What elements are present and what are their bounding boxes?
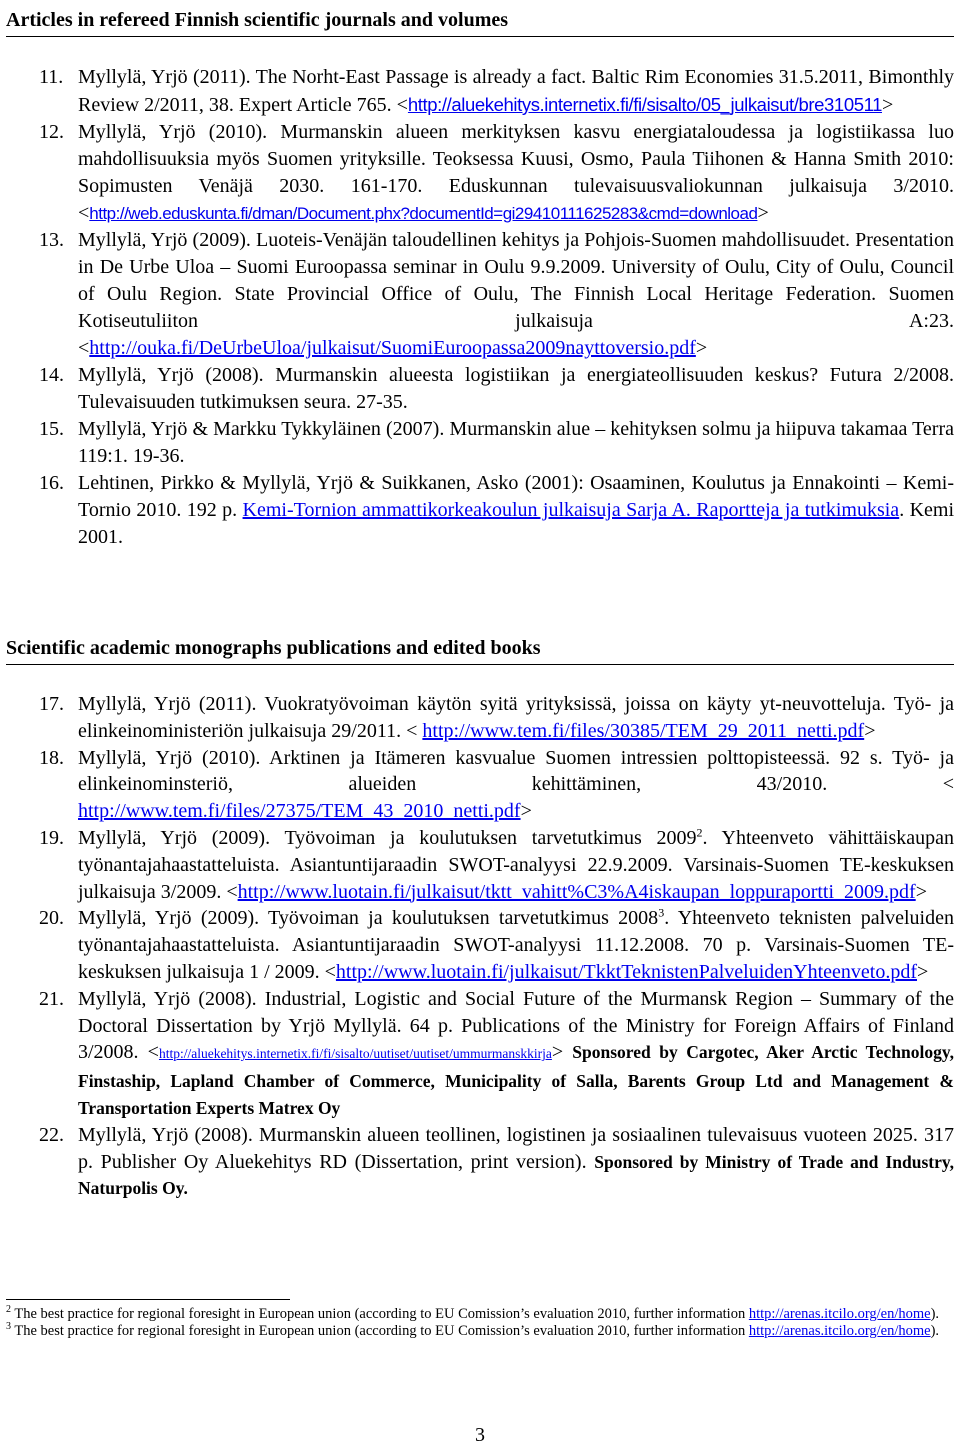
footnote-marker[interactable]: 2 <box>696 825 703 840</box>
sponsor-note: Sponsored by Cargotec, Aker Arctic Technology, Finstaship, Lapland Chamber of Commerce, Municipality of Salla, Barents Group Ltd and Management & Transportation Experts Matrex Oy <box>78 1042 955 1118</box>
reference-text: Myllylä, Yrjö (2009). Luoteis-Venäjän taloudellinen kehitys ja Pohjois-Suomen mahdollisuudet. Presentation in De Urbe Uloa – Suomi Euroopassa seminar in Oulu 9.9.2009. University of Oulu, City of Oulu, Council of Oulu Region. State Provincial Office of Oulu, The Finnish Local Heritage Federation. Suomen Kotiseutuliiton julkaisuja A:23. < <box>78 229 954 359</box>
reference-text: Myllylä, Yrjö (2008). Murmanskin alueesta logistiikan ja energiateollisuuden keskus? Futura 2/2008. Tulevaisuuden tutkimuksen seura. 27-35. <box>78 364 954 413</box>
footnote-mark: 3 <box>6 1321 11 1333</box>
footnotes <box>6 1306 946 1340</box>
reference-item-12 <box>0 119 960 227</box>
footnote-tail: ). <box>930 1323 940 1340</box>
page-number: 3 <box>475 1424 485 1446</box>
footnote-link[interactable]: http://arenas.itcilo.org/en/home <box>748 1323 931 1340</box>
reference-item-15 <box>0 416 960 470</box>
reference-number: 17. <box>39 693 64 715</box>
reference-text: Myllylä, Yrjö (2010). Arktinen ja Itämeren kasvualue Suomen intressien polttopisteessä. 92 s. Työ- ja elinkeinominsteriö, alueiden kehittäminen, 43/2010. < <box>78 746 954 796</box>
sponsor-note: Sponsored by Ministry of Trade and Industry, Naturpolis Oy. <box>78 1151 955 1199</box>
reference-link[interactable]: http://www.luotain.fi/julkaisut/TkktTeknistenPalveluidenYhteenveto.pdf <box>335 960 918 983</box>
reference-text-tail: > <box>864 719 876 742</box>
reference-text-cont: . Yhteenveto vähittäiskaupan työnantajahaastatteluista. Asiantuntijaraadin SWOT-analyysi 22.9.2009. Varsinais-Suomen TE-keskuksen julkaisuja 3/2009. < <box>78 826 954 903</box>
reference-text-tail: > <box>915 880 927 903</box>
reference-text: Myllylä, Yrjö (2009). Työvoiman ja koulutuksen tarvetutkimus 2009 <box>78 826 697 849</box>
footnote-marker[interactable]: 3 <box>658 905 665 920</box>
footnote-mark: 2 <box>6 1304 11 1316</box>
reference-text-tail: . Kemi 2001. <box>78 499 954 548</box>
reference-text-tail: > <box>695 337 708 359</box>
reference-number: 20. <box>39 907 64 930</box>
reference-item-14 <box>0 362 960 416</box>
reference-text-tail: > <box>520 800 532 823</box>
reference-number: 21. <box>39 987 64 1010</box>
reference-link[interactable]: http://www.tem.fi/files/30385/TEM_29_2011_netti.pdf <box>422 719 865 742</box>
reference-number: 19. <box>39 826 64 849</box>
reference-item-20 <box>0 905 960 985</box>
reference-text-tail: > <box>917 960 929 983</box>
reference-link[interactable]: Kemi-Tornion ammattikorkeakoulun julkaisuja Sarja A. Raportteja ja tutkimuksia <box>242 499 900 521</box>
reference-text: Myllylä, Yrjö & Markku Tykkyläinen (2007). Murmanskin alue – kehityksen solmu ja hiipuva takamaa Terra 119:1. 19-36. <box>78 418 954 467</box>
reference-text: Myllylä, Yrjö (2011). Vuokratyövoiman käytön syitä yrityksissä, joissa on käyty yt-neuvotteluja. Työ- ja elinkeinoministeriön julkaisuja 29/2011. < <box>78 693 954 742</box>
reference-item-19 <box>0 825 960 905</box>
reference-item-21 <box>0 986 960 1122</box>
reference-item-13 <box>0 227 960 362</box>
reference-text: Myllylä, Yrjö (2008). Industrial, Logistic and Social Future of the Murmansk Region – Summary of the Doctoral Dissertation by Yrjö Myllylä. 64 p. Publications of the Ministry for Foreign Affairs of Finland 3/2008. < <box>78 987 954 1064</box>
reference-text-tail: > <box>551 1041 564 1064</box>
reference-text: Myllylä, Yrjö (2008). Murmanskin alueen teollinen, logistinen ja sosiaalinen tulevaisuus vuoteen 2025. 317 p. Publisher Oy Aluekehitys RD (Dissertation, print version). <box>78 1123 954 1173</box>
reference-link[interactable]: http://www.tem.fi/files/27375/TEM_43_2010_netti.pdf <box>78 800 521 823</box>
reference-text: Myllylä, Yrjö (2011). The Norht-East Passage is already a fact. Baltic Rim Economies 31.5.2011, Bimonthly Review 2/2011, 38. Expert Article 765. < <box>78 66 954 116</box>
reference-item-17 <box>0 691 960 745</box>
reference-text-tail: > <box>757 202 769 224</box>
section-heading-monographs: Scientific academic monographs publications and edited books <box>6 636 954 665</box>
footnote-tail: ). <box>930 1306 940 1322</box>
reference-number: 15. <box>39 418 64 440</box>
reference-text: Myllylä, Yrjö (2009). Työvoiman ja koulutuksen tarvetutkimus 2008 <box>78 907 659 930</box>
reference-item-22 <box>0 1122 960 1202</box>
reference-number: 14. <box>39 364 64 386</box>
reference-text: Myllylä, Yrjö (2010). Murmanskin alueen merkityksen kasvu energiataloudessa ja logistiikassa luo mahdollisuuksia myös Suomen yrityksille. Teoksessa Kuusi, Osmo, Paula Tiihonen & Hanna Smith 2010: Sopimusten Venäjä 2030. 161-170. Eduskunnan tulevaisuusvaliokunnan julkaisuja 3/2010. < <box>78 121 954 224</box>
reference-text: Lehtinen, Pirkko & Myllylä, Yrjö & Suikkanen, Asko (2001): Osaaminen, Koulutus ja Ennakointi – Kemi-Tornio 2010. 192 p. <box>78 472 954 521</box>
reference-link[interactable]: http://aluekehitys.internetix.fi/fi/sisalto/uutiset/uutiset/ummurmanskkirja <box>158 1046 552 1062</box>
footnote-2 <box>6 1306 946 1323</box>
reference-link[interactable]: http://web.eduskunta.fi/dman/Document.phx?documentId=gi29410111625283&cmd=download <box>89 204 758 223</box>
reference-number: 16. <box>39 472 64 494</box>
reference-link[interactable]: http://aluekehitys.internetix.fi/fi/sisalto/05_julkaisut/bre310511 <box>407 94 882 115</box>
reference-number: 22. <box>39 1123 64 1146</box>
reference-list-articles <box>0 64 960 551</box>
reference-item-11 <box>0 64 960 119</box>
reference-number: 18. <box>39 746 64 769</box>
reference-link[interactable]: http://ouka.fi/DeUrbeUloa/julkaisut/SuomiEuroopassa2009nayttoversio.pdf <box>89 337 696 359</box>
footnote-text: The best practice for regional foresight in European union (according to EU Comission’s evaluation 2010, further information <box>11 1323 749 1340</box>
reference-item-16 <box>0 470 960 551</box>
section-heading-articles: Articles in refereed Finnish scientific journals and volumes <box>6 8 954 37</box>
reference-item-18 <box>0 745 960 825</box>
footnote-text: The best practice for regional foresight in European union (according to EU Comission’s evaluation 2010, further information <box>11 1306 749 1322</box>
footnote-link[interactable]: http://arenas.itcilo.org/en/home <box>748 1306 931 1322</box>
reference-list-monographs <box>0 691 960 1202</box>
footnote-3 <box>6 1323 946 1340</box>
reference-number: 11. <box>39 66 64 88</box>
reference-number: 13. <box>39 229 64 251</box>
reference-text-cont: . Yhteenveto teknisten palveluiden työnantajahaastatteluista. Asiantuntijaraadin SWOT-analyysi 11.12.2008. 70 p. Varsinais-Suomen TE-keskuksen julkaisuja 1 / 2009. < <box>78 907 954 983</box>
reference-text-tail: > <box>882 94 894 116</box>
reference-link[interactable]: http://www.luotain.fi/julkaisut/tktt_vahitt%C3%A4iskaupan_loppuraportti_2009.pdf <box>237 880 916 903</box>
reference-number: 12. <box>39 121 64 143</box>
footnote-separator <box>6 1299 290 1300</box>
